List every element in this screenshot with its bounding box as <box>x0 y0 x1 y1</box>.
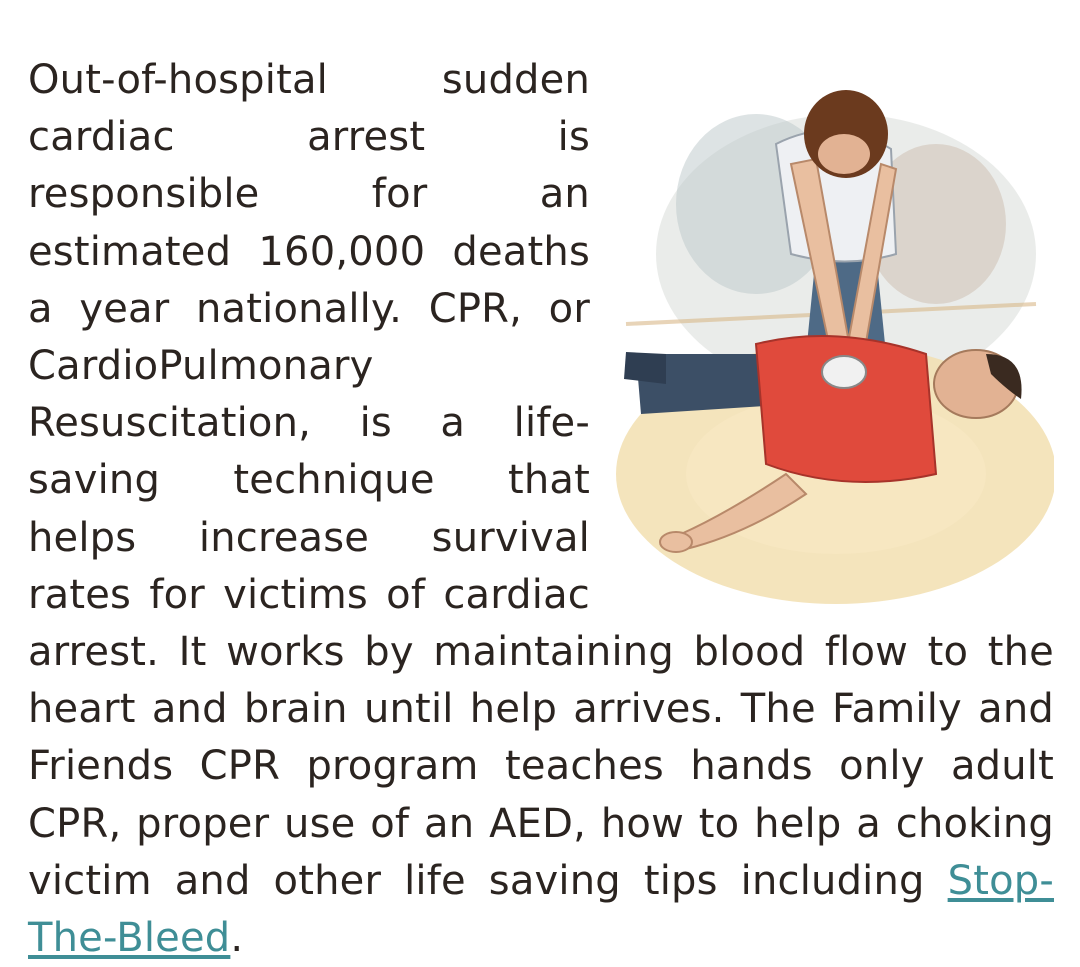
cpr-illustration-icon <box>606 54 1054 611</box>
cpr-illustration <box>606 54 1054 611</box>
article-text: Out-of-hospital sudden cardiac arrest is responsible for an estimated 160,000 deaths a year nationally. CPR, or CardioPulmonary Resuscitation, is a life-saving technique that helps increase survival rates for victims of cardiac arrest. It works by maintaining blood flow to the heart and brain until help arrives. The Family and Friends CPR program teaches hands only adult CPR, proper use of an AED, how to help a choking victim and other life saving tips including <box>28 57 1054 904</box>
stop-the-bleed-link[interactable]: Stop-The-Bleed <box>28 857 1054 962</box>
article-body <box>28 52 1054 967</box>
article-text-end: . <box>230 915 244 962</box>
